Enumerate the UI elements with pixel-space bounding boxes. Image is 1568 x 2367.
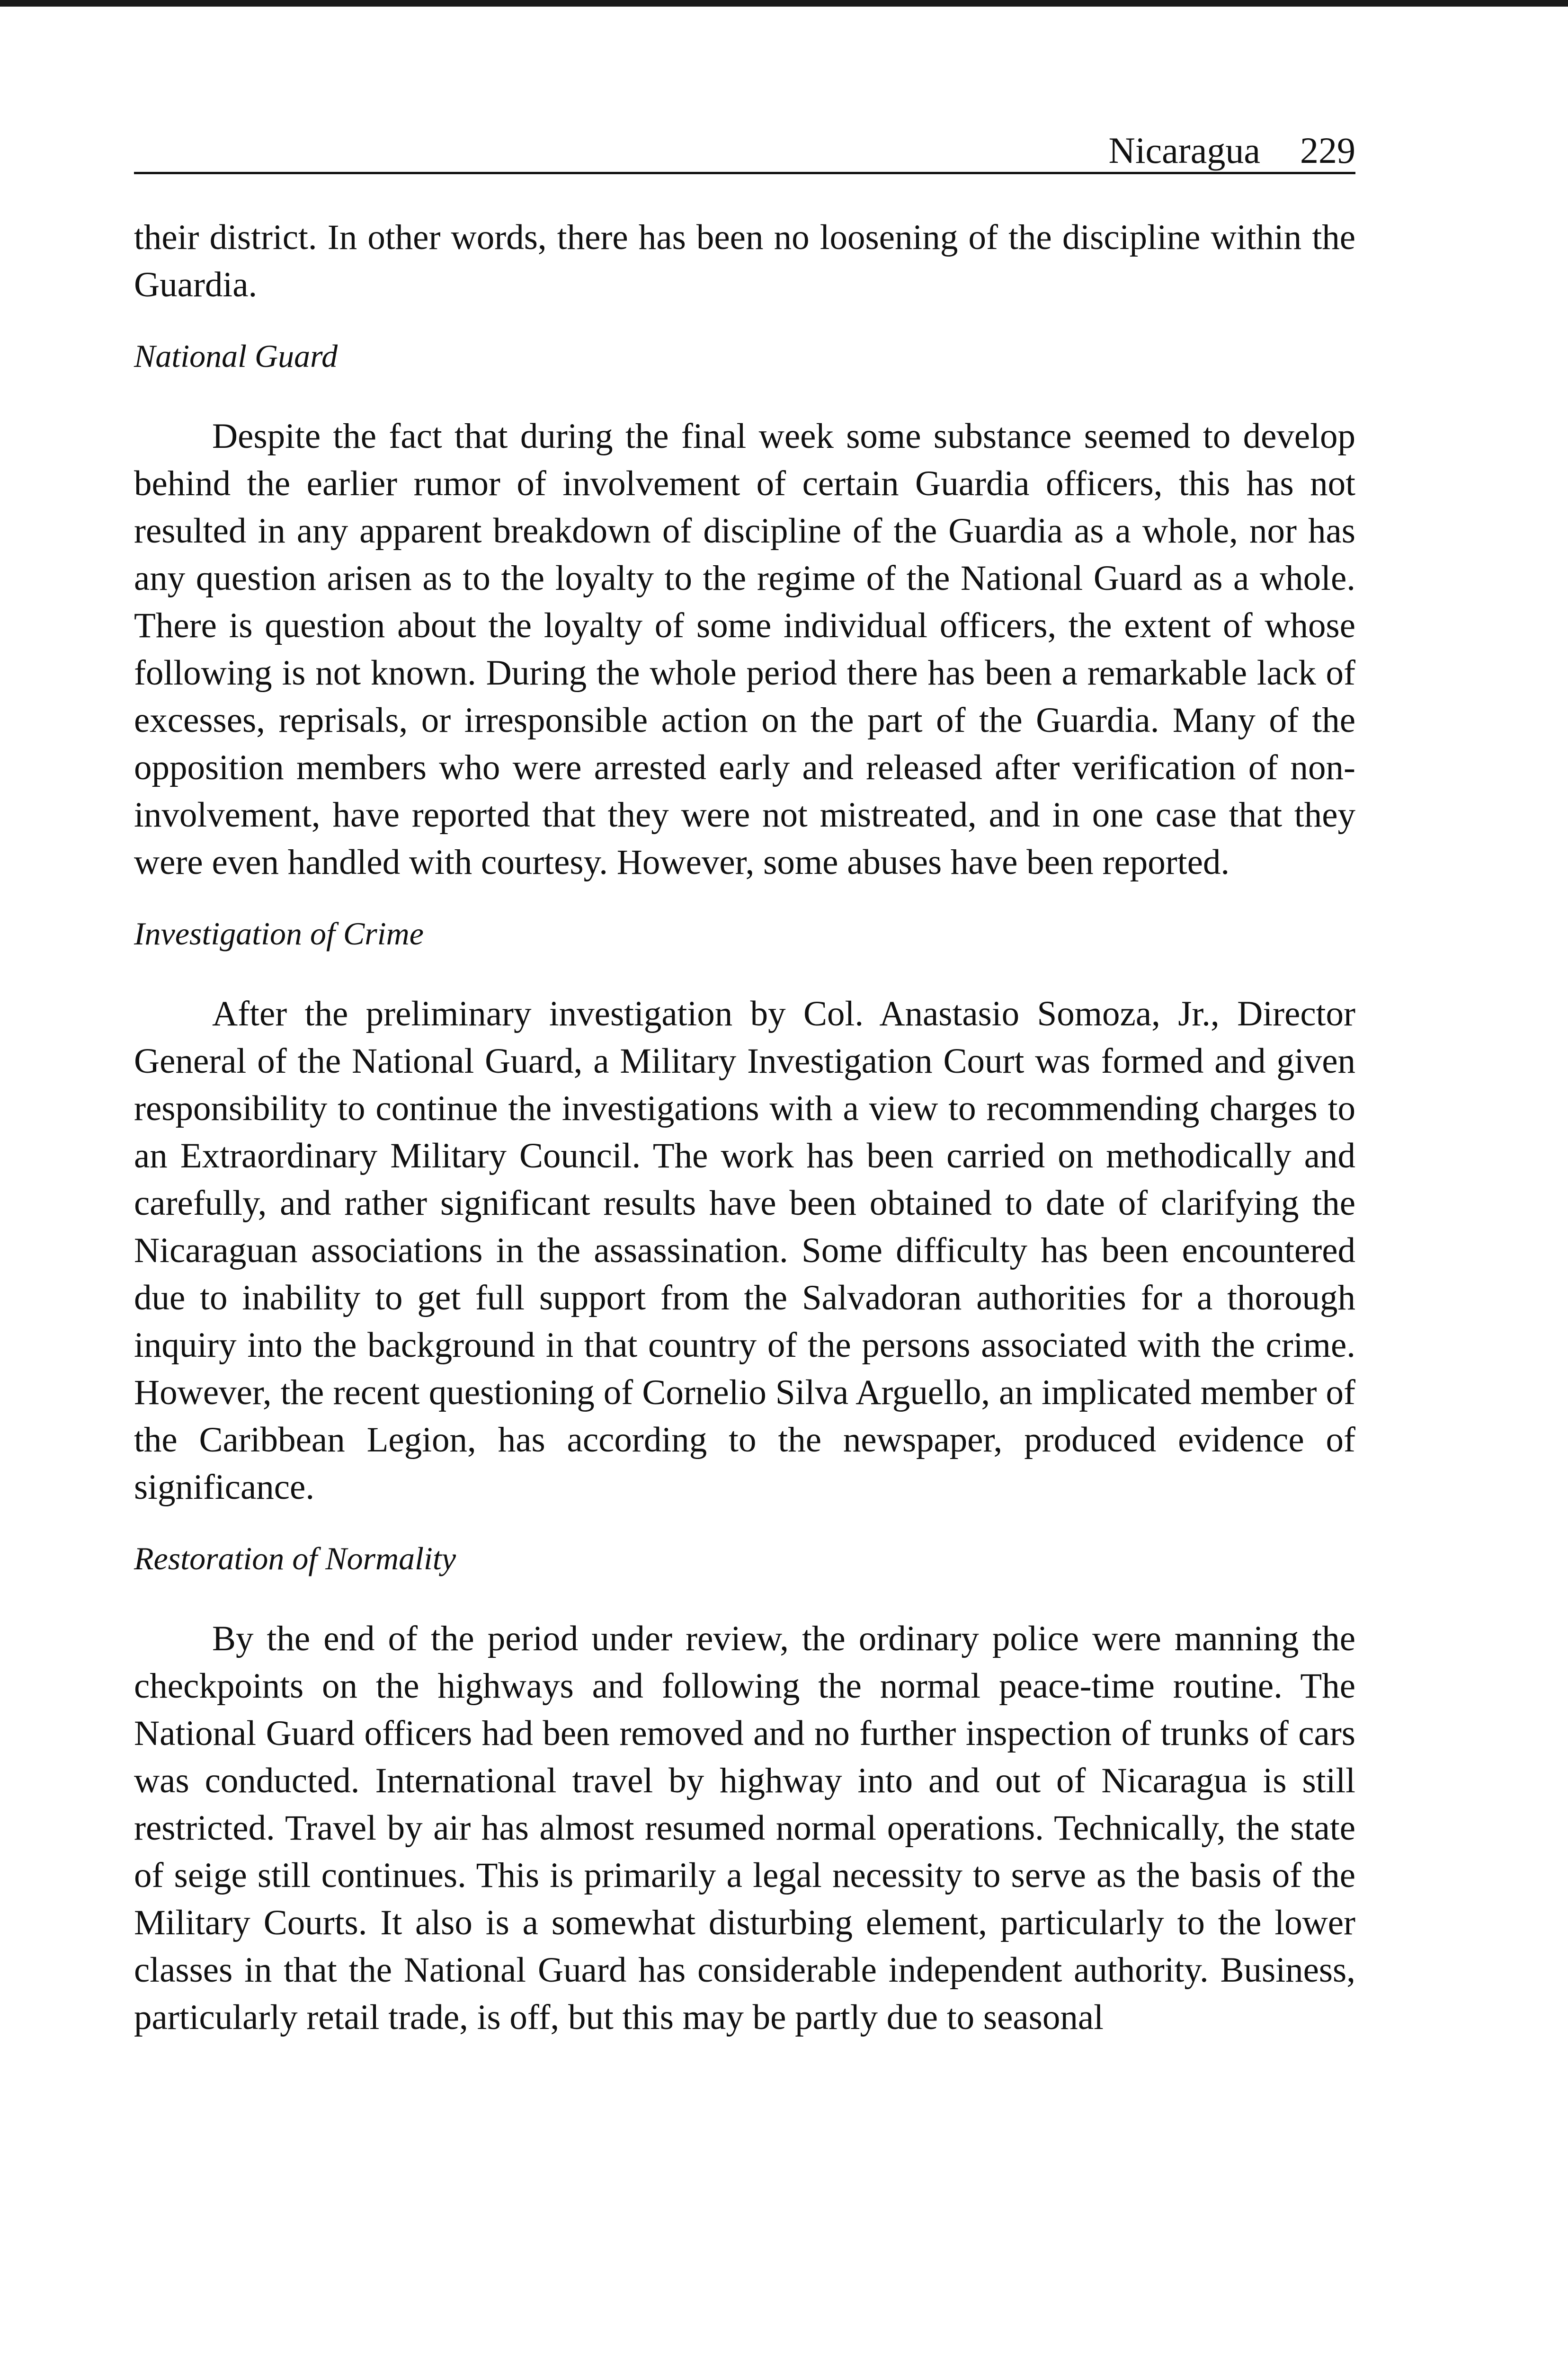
section-body-investigation-of-crime: After the preliminary investigation by Col. Anastasio Somoza, Jr., Director General of the National Guard, a Military Investigation Court was formed and given responsibility to continue the investigations with a view to recommending charges to an Extraordinary Military Council. The work has been carried on methodically and carefully, and rather significant results have been obtained to date of clarifying the Nicaraguan associations in the assassination. Some difficulty has been encountered due to inability to get full support from the Salvadoran authorities for a thorough inquiry into the background in that country of the persons associated with the crime. However, the recent questioning of Cornelio Silva Arguello, an implicated member of the Caribbean Legion, has according to the newspaper, produced evidence of significance. xyxy=(134,994,1355,1507)
section-heading-investigation-of-crime: Investigation of Crime xyxy=(134,916,424,952)
section-body-restoration-of-normality: By the end of the period under review, the ordinary police were manning the checkpoints on the highways and following the normal peace-time routine. The National Guard officers had been removed and no further inspection of trunks of cars was conducted. International travel by highway into and out of Nicaragua is still restricted. Travel by air has almost resumed normal operations. Technically, the state of seige still continues. This is primarily a legal necessity to serve as the basis of the Military Courts. It also is a somewhat disturbing element, particularly to the lower classes in that the National Guard has considerable independent authority. Business, particularly retail trade, is off, but this may be partly due to seasonal xyxy=(134,1619,1355,2037)
section-body-national-guard: Despite the fact that during the final week some substance seemed to develop behind the earlier rumor of involvement of certain Guardia officers, this has not resulted in any apparent breakdown of discipline of the Guardia as a whole, nor has any question arisen as to the loyalty to the regime of the National Guard as a whole. There is question about the loyalty of some individual officers, the extent of whose following is not known. During the whole period there has been a remarkable lack of excesses, reprisals, or irresponsible action on the part of the Guardia. Many of the opposition members who were arrested early and released after verification of non-involvement, have reported that they were not mistreated, and in one case that they were even handled with courtesy. However, some abuses have been reported. xyxy=(134,417,1355,882)
scan-edge-bar xyxy=(0,0,1568,7)
page-body xyxy=(134,214,1355,2041)
section-heading-restoration-of-normality: Restoration of Normality xyxy=(134,1540,456,1576)
running-head-title: Nicaragua xyxy=(1108,130,1260,171)
running-head xyxy=(134,127,1355,174)
page-number: 229 xyxy=(1300,130,1355,171)
continuation-paragraph: their district. In other words, there has been no loosening of the discipline within the Guardia. xyxy=(134,218,1355,304)
section-heading-national-guard: National Guard xyxy=(134,338,338,374)
